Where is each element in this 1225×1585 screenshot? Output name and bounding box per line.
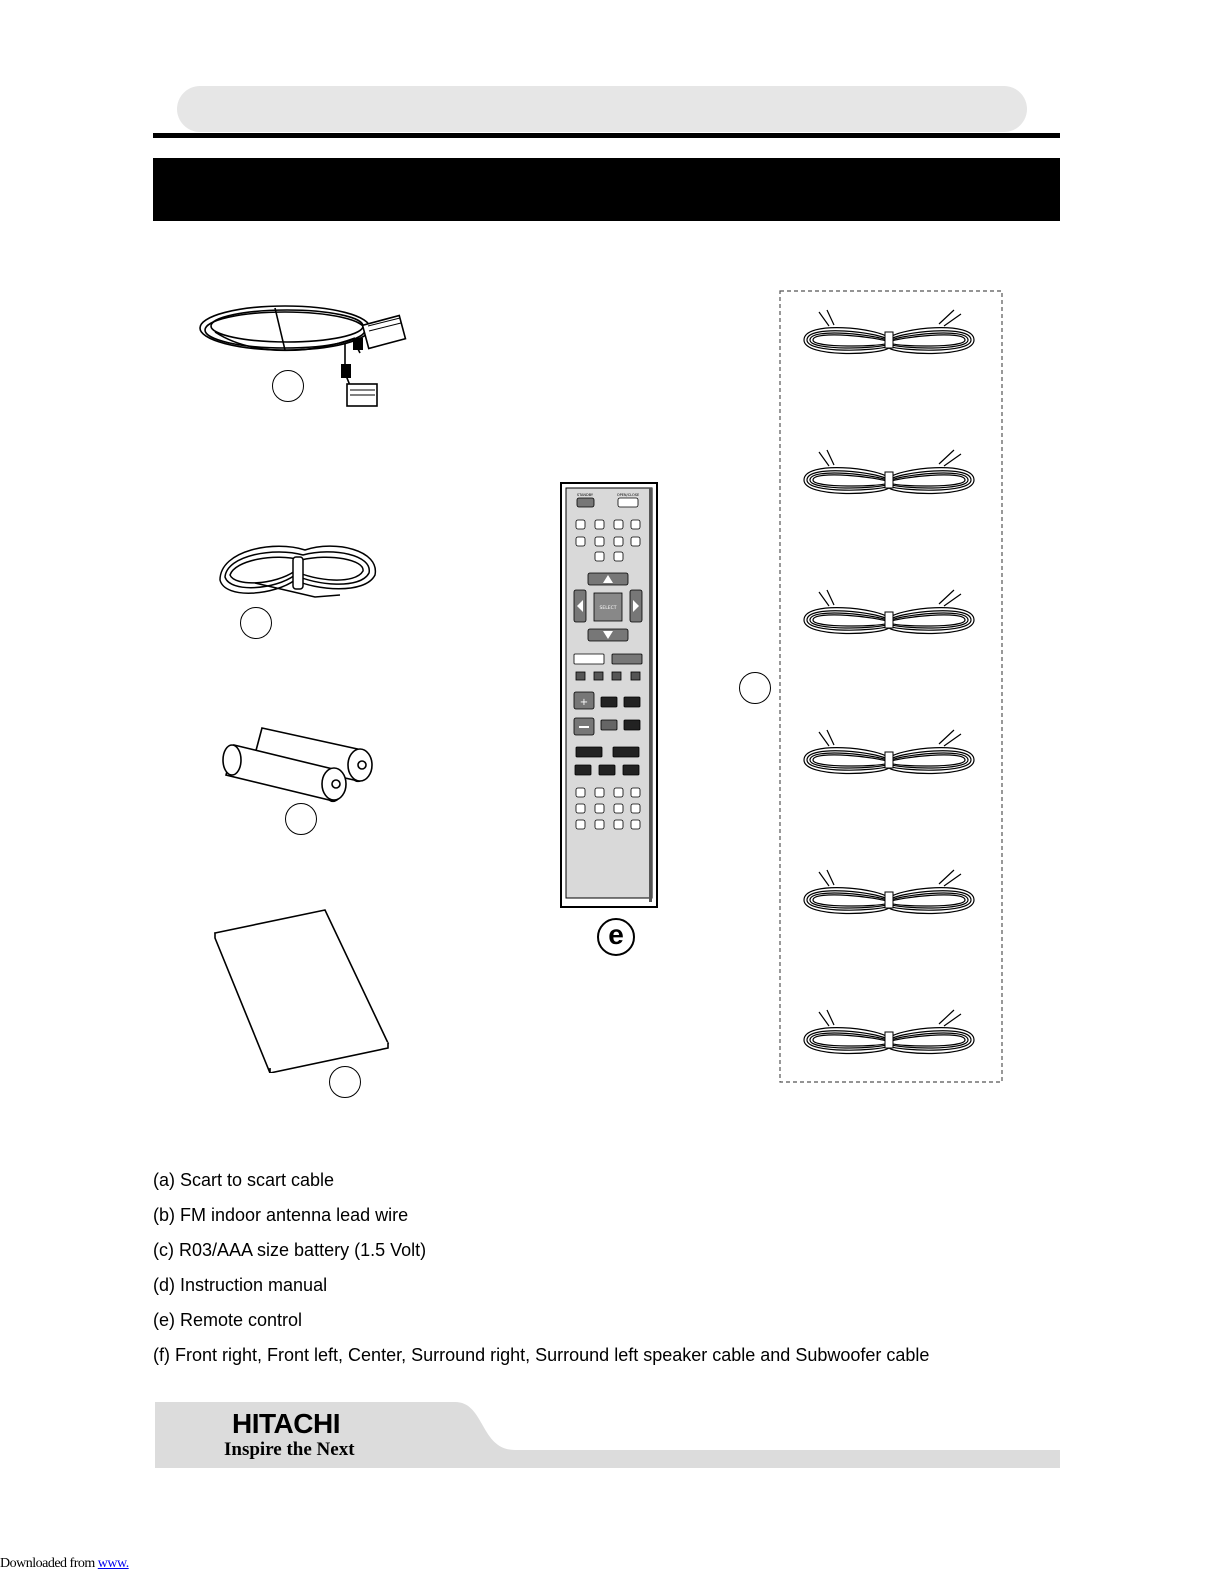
svg-text:+: + — [579, 697, 589, 708]
svg-text:OPEN/CLOSE: OPEN/CLOSE — [616, 493, 640, 497]
download-link[interactable]: www. — [97, 1556, 129, 1571]
section-title-bar — [153, 158, 1060, 221]
scart-cable-icon — [195, 298, 415, 418]
list-item: (a) Scart to scart cable — [153, 1170, 335, 1190]
download-prefix: Downloaded from — [0, 1556, 98, 1571]
header-rule — [153, 133, 1060, 138]
list-item: (c) R03/AAA size battery (1.5 Volt) — [153, 1240, 427, 1260]
label-circle-b — [240, 607, 272, 639]
label-circle-f — [739, 672, 771, 704]
download-note — [0, 1556, 129, 1572]
label-circle-e: e — [597, 918, 635, 956]
label-circle-d — [329, 1066, 361, 1098]
battery-icon — [222, 720, 382, 805]
brand-tagline: Inspire the Next — [224, 1439, 355, 1460]
list-item: (b) FM indoor antenna lead wire — [153, 1205, 409, 1225]
antenna-wire-icon — [215, 535, 385, 605]
manual-icon — [210, 908, 395, 1073]
label-circle-c — [285, 803, 317, 835]
brand-logo: HITACHI — [232, 1408, 340, 1439]
header-pill — [177, 86, 1027, 132]
list-item: (e) Remote control — [153, 1310, 303, 1330]
label-circle-a — [272, 370, 304, 402]
remote-control-icon — [560, 482, 660, 910]
svg-text:SELECT: SELECT — [599, 606, 617, 611]
speaker-cable-icon — [779, 290, 1005, 1086]
list-item: (d) Instruction manual — [153, 1275, 328, 1295]
list-item: (f) Front right, Front left, Center, Surround right, Surround left speaker cable and Subwoofer cable — [153, 1345, 930, 1365]
svg-text:STANDBY: STANDBY — [576, 493, 594, 497]
accessory-list — [153, 1163, 929, 1373]
